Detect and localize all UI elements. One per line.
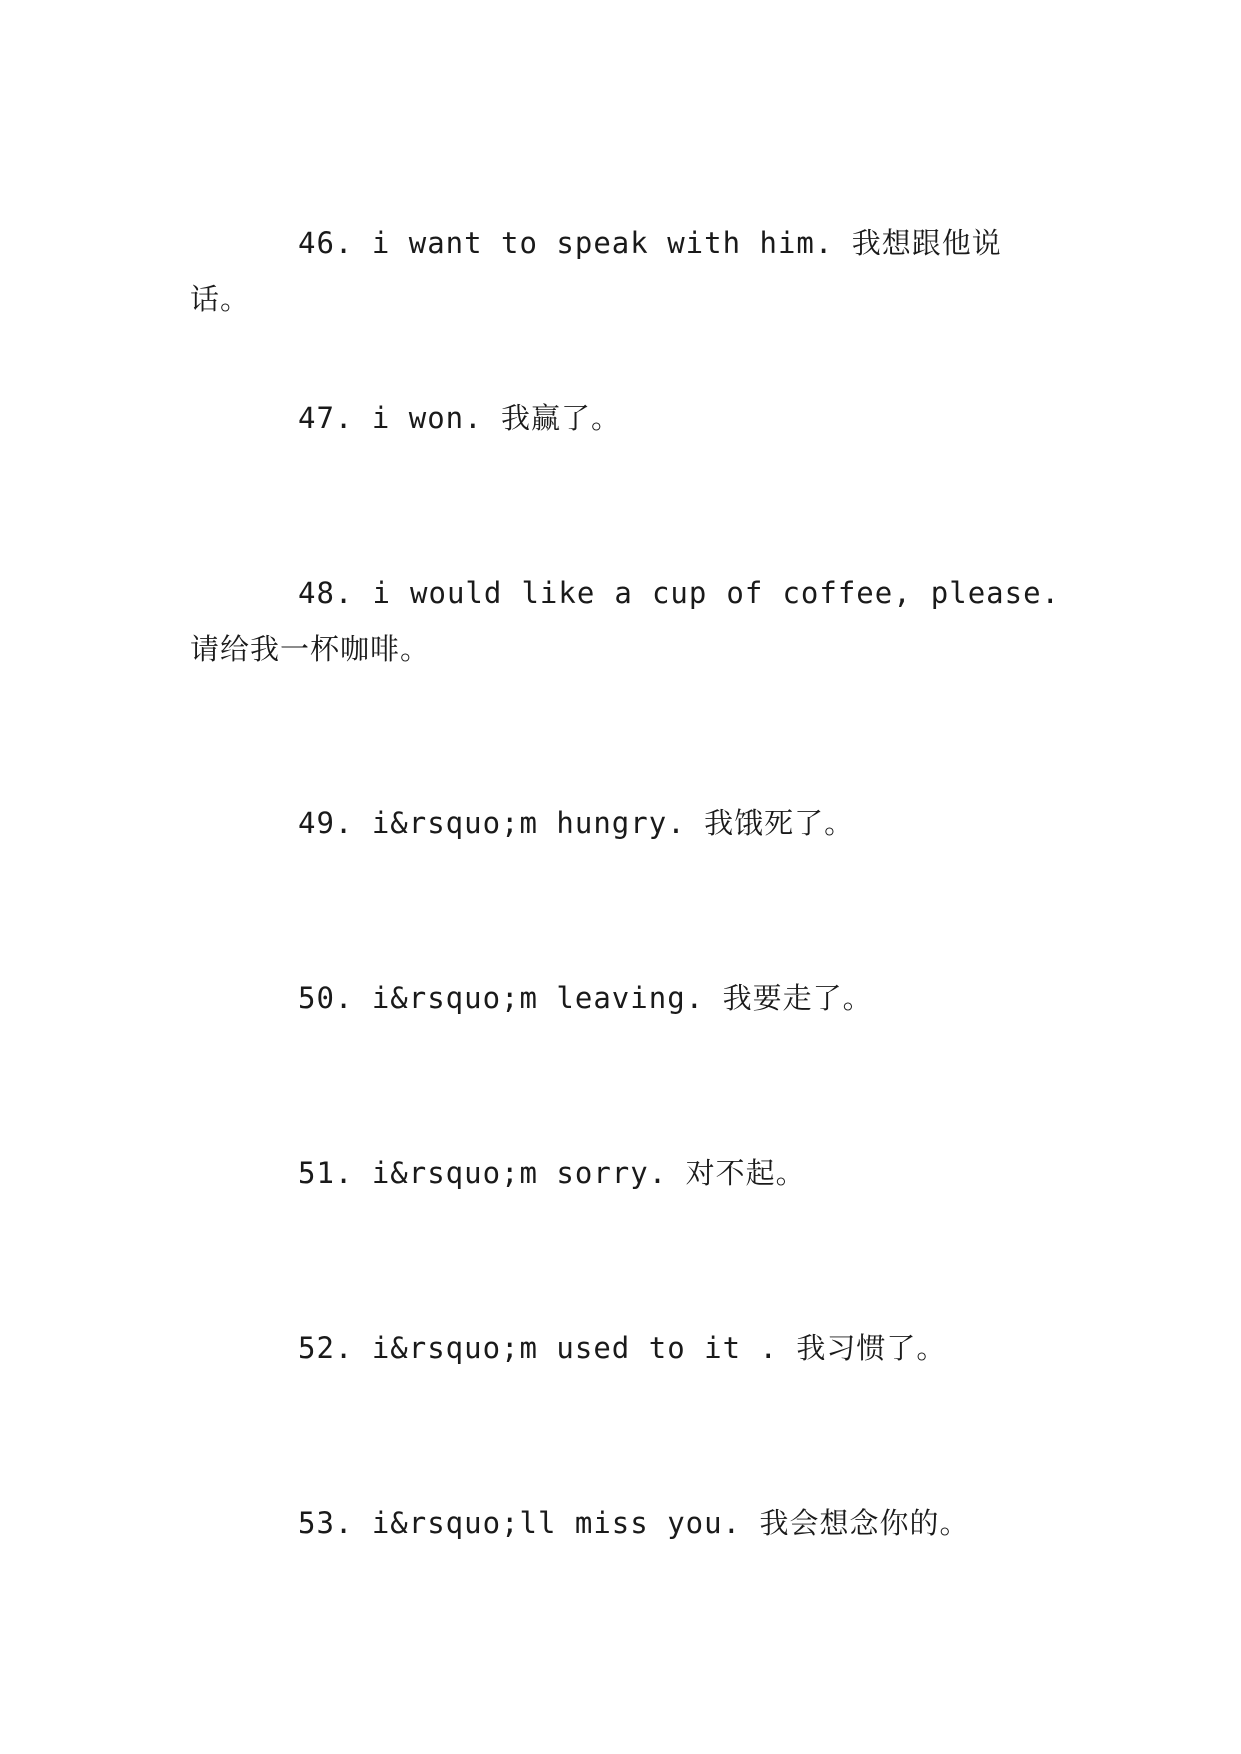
list-item: 48. i would like a cup of coffee, please. 请给我一杯咖啡。	[190, 576, 1060, 666]
list-item: 49. i&rsquo;m hungry. 我饿死了。	[298, 806, 855, 840]
list-item: 47. i won. 我赢了。	[298, 401, 622, 435]
list-item: 46. i want to speak with him. 我想跟他说话。	[190, 226, 1002, 316]
list-item: 53. i&rsquo;ll miss you. 我会想念你的。	[298, 1506, 970, 1540]
list-item: 52. i&rsquo;m used to it . 我习惯了。	[298, 1331, 947, 1365]
list-item: 50. i&rsquo;m leaving. 我要走了。	[298, 981, 873, 1015]
list-item: 51. i&rsquo;m sorry. 对不起。	[298, 1156, 806, 1190]
